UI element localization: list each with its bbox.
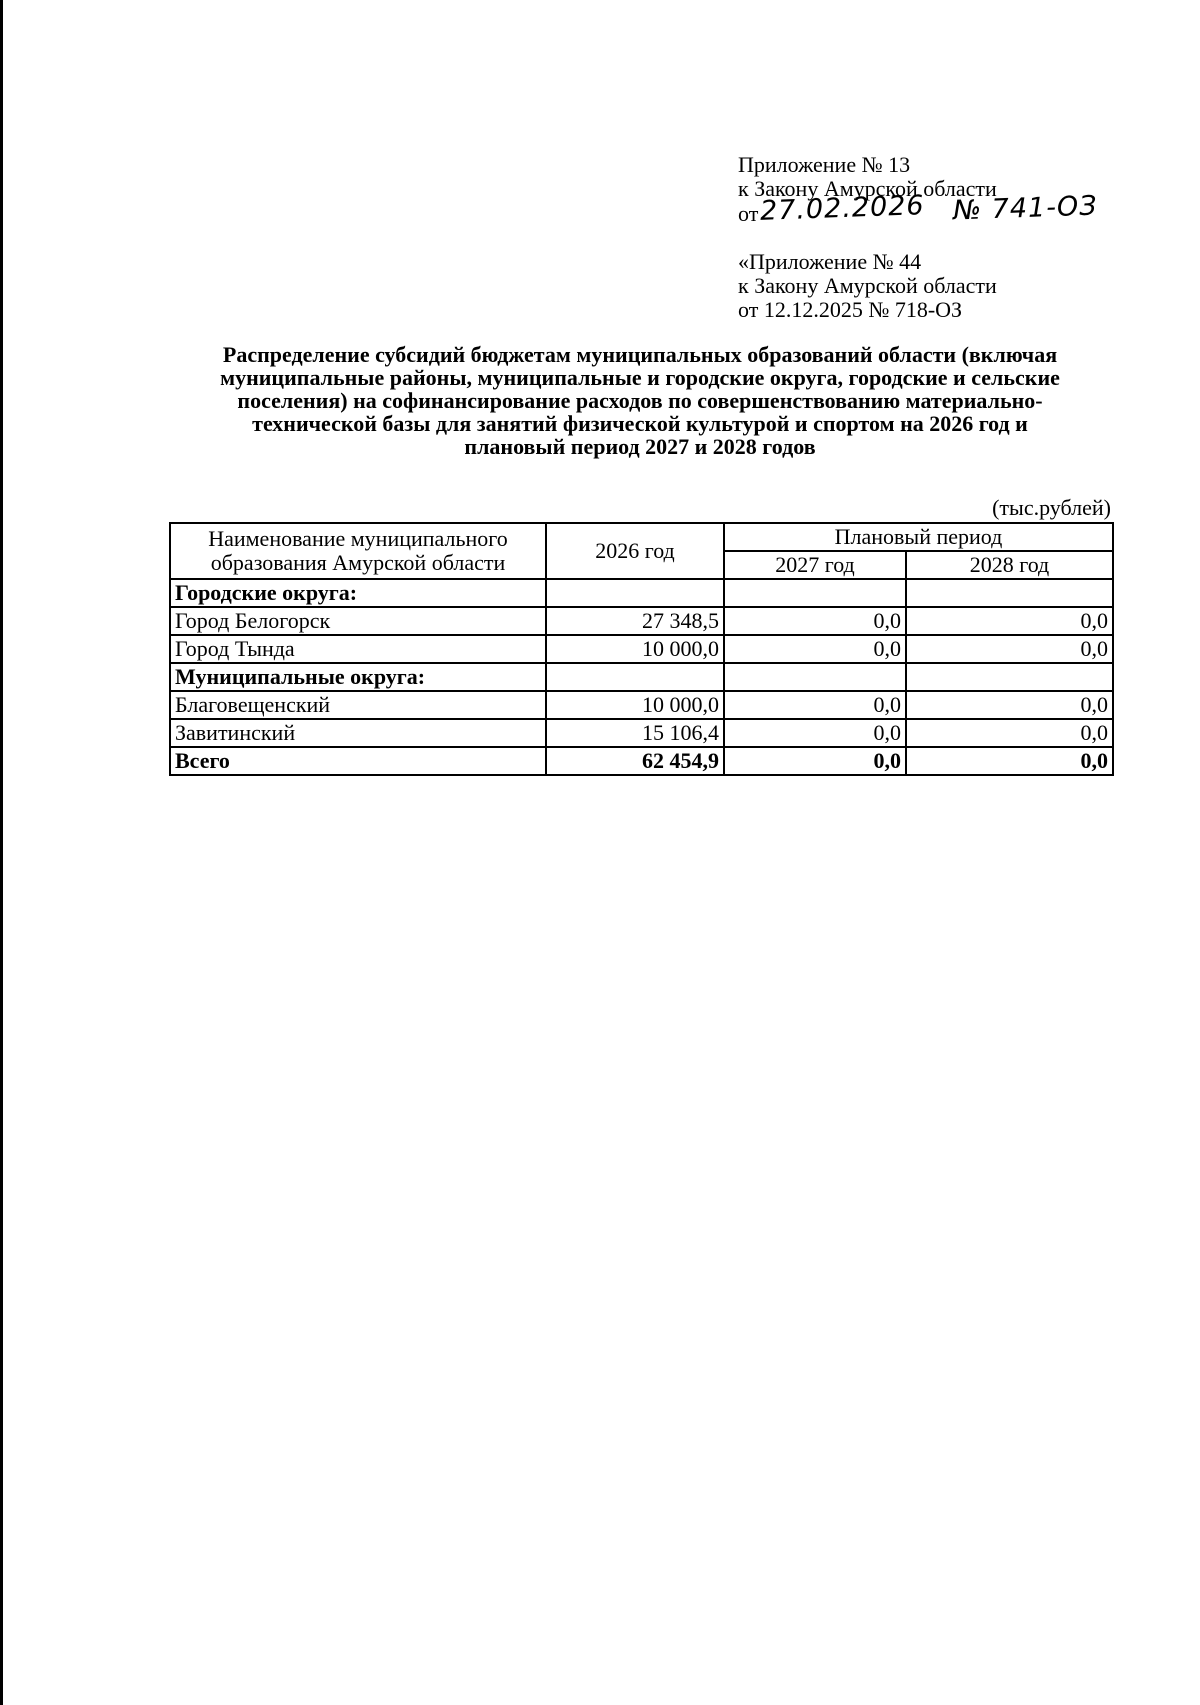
row-name: Муниципальные округа:	[170, 663, 546, 691]
row-2027: 0,0	[724, 607, 906, 635]
row-name: Город Тында	[170, 635, 546, 663]
row-2026: 15 106,4	[546, 719, 724, 747]
units-label: (тыс.рублей)	[992, 495, 1111, 520]
document-title	[160, 343, 1120, 458]
row-name: Благовещенский	[170, 691, 546, 719]
header-year-2026: 2026 год	[546, 523, 724, 579]
row-name: Всего	[170, 747, 546, 775]
row-2027	[724, 663, 906, 691]
row-2026	[546, 579, 724, 607]
row-2028	[906, 579, 1113, 607]
appendix-current-line1: Приложение № 13	[738, 152, 911, 177]
row-2027: 0,0	[724, 719, 906, 747]
handwritten-number: № 741-ОЗ	[952, 190, 1098, 227]
row-2027: 0,0	[724, 635, 906, 663]
title-line: технической базы для занятий физической культурой и спортом на 2026 год и	[252, 411, 1028, 436]
title-line: муниципальные районы, муниципальные и городские округа, городские и сельские	[220, 365, 1060, 390]
appendix-previous-block	[738, 250, 997, 322]
table-row-total	[170, 747, 1113, 775]
appendix-current-prefix: от	[738, 201, 759, 226]
appendix-previous-line1: «Приложение № 44	[738, 249, 922, 274]
row-2028: 0,0	[906, 607, 1113, 635]
table-row	[170, 635, 1113, 663]
title-line: плановый период 2027 и 2028 годов	[464, 434, 816, 459]
appendix-previous-line3: от 12.12.2025 № 718-ОЗ	[738, 297, 963, 322]
row-2028: 0,0	[906, 747, 1113, 775]
table-row	[170, 719, 1113, 747]
table-row	[170, 663, 1113, 691]
table-row	[170, 607, 1113, 635]
row-2027: 0,0	[724, 747, 906, 775]
appendix-current-line2: к Закону Амурской области	[738, 176, 997, 201]
row-2027	[724, 579, 906, 607]
row-2026: 27 348,5	[546, 607, 724, 635]
row-2026: 62 454,9	[546, 747, 724, 775]
row-name: Город Белогорск	[170, 607, 546, 635]
row-name: Городские округа:	[170, 579, 546, 607]
row-2027: 0,0	[724, 691, 906, 719]
appendix-current-block	[738, 153, 1097, 226]
header-name-line1: Наименование муниципального	[208, 526, 508, 551]
appendix-previous-line2: к Закону Амурской области	[738, 273, 997, 298]
row-2028: 0,0	[906, 635, 1113, 663]
row-name: Завитинский	[170, 719, 546, 747]
row-2028: 0,0	[906, 691, 1113, 719]
row-2028	[906, 663, 1113, 691]
header-year-2027: 2027 год	[724, 551, 906, 579]
title-line: Распределение субсидий бюджетам муниципальных образований области (включая	[222, 342, 1058, 367]
page-left-edge	[0, 0, 3, 1705]
header-year-2028: 2028 год	[906, 551, 1113, 579]
handwritten-date: 27.02.2026	[759, 190, 926, 227]
header-name	[170, 523, 546, 579]
row-2026: 10 000,0	[546, 691, 724, 719]
title-line: поселения) на софинансирование расходов по совершенствованию материально-	[237, 388, 1043, 413]
row-2026: 10 000,0	[546, 635, 724, 663]
header-planned-period: Плановый период	[724, 523, 1113, 551]
header-name-line2: образования Амурской области	[210, 550, 506, 575]
table-row	[170, 579, 1113, 607]
row-2028: 0,0	[906, 719, 1113, 747]
appendix-current-line3	[738, 190, 1098, 227]
subsidy-table	[169, 522, 1114, 776]
table-row	[170, 691, 1113, 719]
row-2026	[546, 663, 724, 691]
